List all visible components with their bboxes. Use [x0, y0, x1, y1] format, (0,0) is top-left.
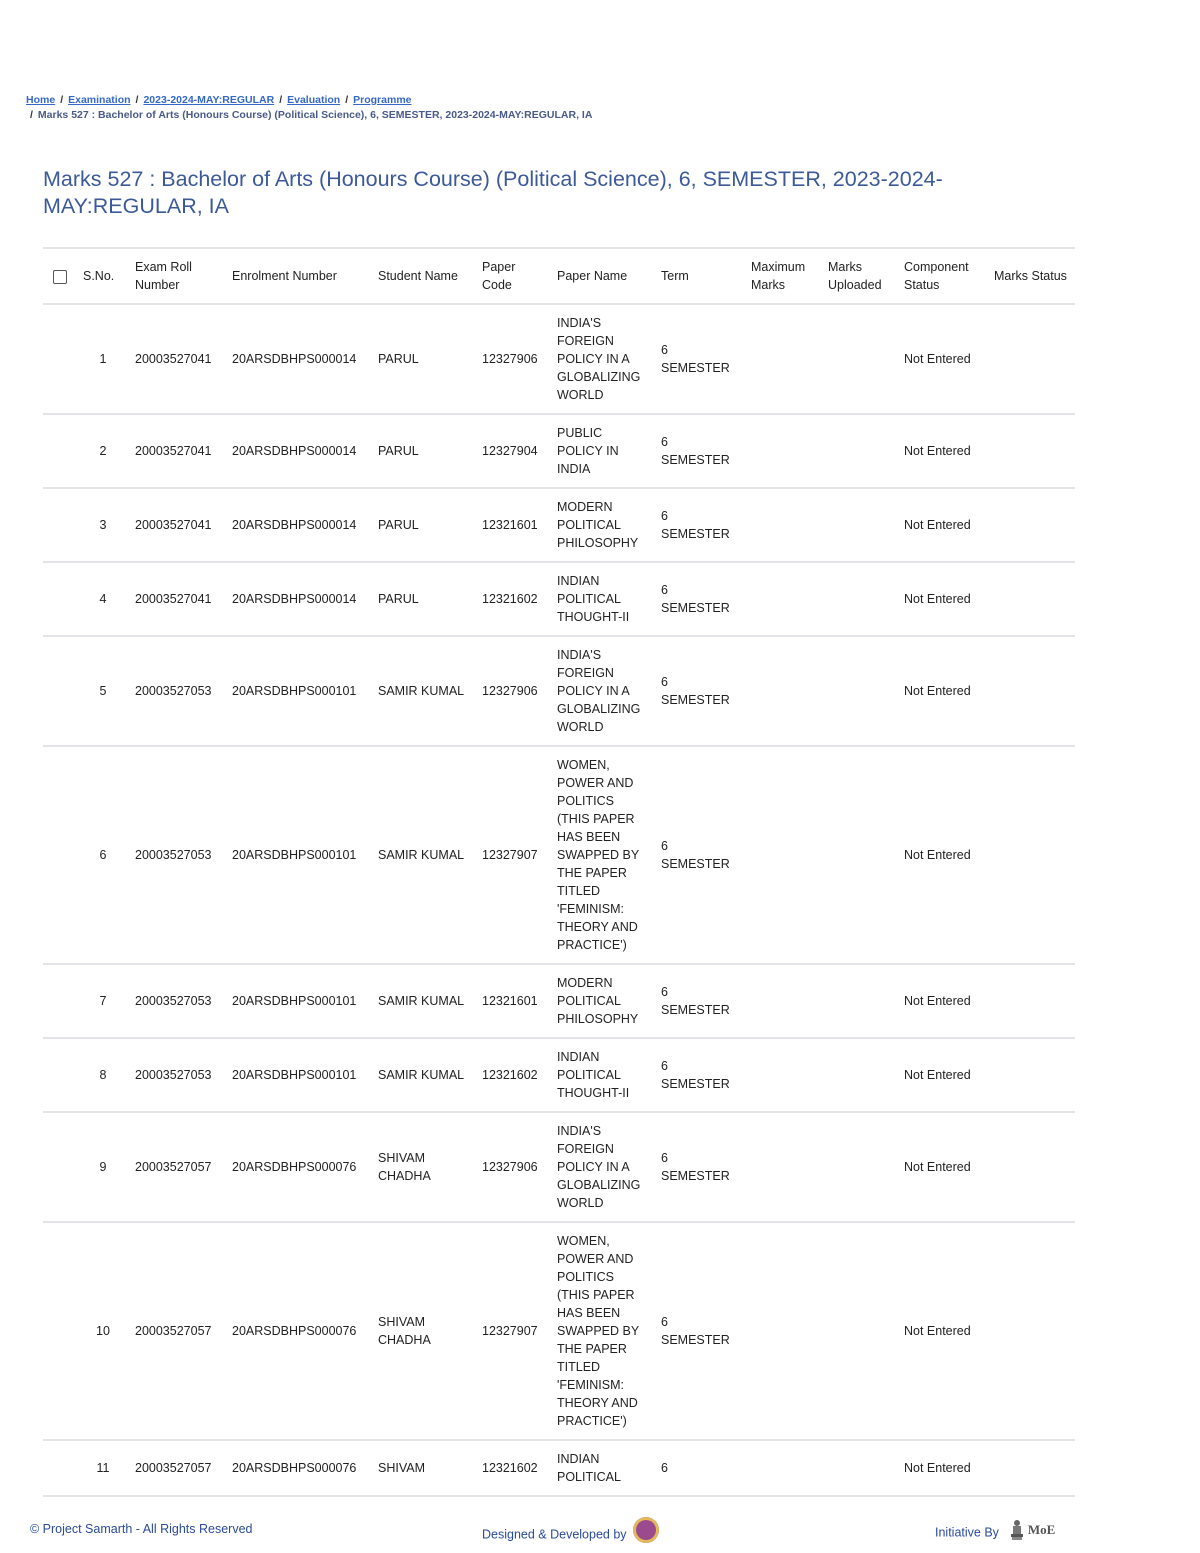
row-paper-code: 12327906	[476, 1112, 551, 1222]
row-exam-roll: 20003527041	[129, 562, 226, 636]
row-enrolment: 20ARSDBHPS000014	[226, 562, 372, 636]
row-maximum-marks	[745, 304, 822, 414]
row-exam-roll: 20003527053	[129, 636, 226, 746]
row-maximum-marks	[745, 1222, 822, 1440]
breadcrumb-examination[interactable]: Examination	[68, 94, 131, 106]
row-sno: 3	[77, 488, 129, 562]
row-paper-name: WOMEN, POWER AND POLITICS (THIS PAPER HAS BEEN SWAPPED BY THE PAPER TITLED 'FEMINISM: THEORY AND PRACTICE')	[551, 1222, 655, 1440]
col-maximum-marks: Maximum Marks	[745, 248, 822, 304]
row-enrolment: 20ARSDBHPS000076	[226, 1222, 372, 1440]
footer-designed: Designed & Developed by	[482, 1522, 659, 1548]
row-marks-status	[988, 1222, 1075, 1440]
col-component-status: Component Status	[898, 248, 988, 304]
row-component-status: Not Entered	[898, 1038, 988, 1112]
col-sno: S.No.	[77, 248, 129, 304]
row-sno: 11	[77, 1440, 129, 1496]
row-select-cell	[43, 1440, 77, 1496]
row-maximum-marks	[745, 562, 822, 636]
row-paper-name: PUBLIC POLICY IN INDIA	[551, 414, 655, 488]
row-student-name: SAMIR KUMAL	[372, 1038, 476, 1112]
row-marks-uploaded	[822, 562, 898, 636]
row-component-status: Not Entered	[898, 414, 988, 488]
table-row	[43, 636, 1075, 746]
table-row	[43, 1222, 1075, 1440]
row-exam-roll: 20003527057	[129, 1222, 226, 1440]
row-term: 6 SEMESTER	[655, 1222, 745, 1440]
row-sno: 6	[77, 746, 129, 964]
row-select-cell	[43, 1222, 77, 1440]
row-student-name: PARUL	[372, 414, 476, 488]
row-paper-code: 12327906	[476, 636, 551, 746]
row-marks-status	[988, 746, 1075, 964]
row-enrolment: 20ARSDBHPS000101	[226, 746, 372, 964]
row-marks-status	[988, 964, 1075, 1038]
row-exam-roll: 20003527053	[129, 746, 226, 964]
row-select-cell	[43, 1112, 77, 1222]
row-paper-name: MODERN POLITICAL PHILOSOPHY	[551, 964, 655, 1038]
row-maximum-marks	[745, 414, 822, 488]
row-term: 6	[655, 1440, 745, 1496]
breadcrumb-current: Marks 527 : Bachelor of Arts (Honours Course) (Political Science), 6, SEMESTER, 2023-2024-MAY:REGULAR, IA	[37, 109, 593, 121]
row-paper-name: WOMEN, POWER AND POLITICS (THIS PAPER HAS BEEN SWAPPED BY THE PAPER TITLED 'FEMINISM: THEORY AND PRACTICE')	[551, 746, 655, 964]
row-select-cell	[43, 562, 77, 636]
row-marks-uploaded	[822, 488, 898, 562]
row-term: 6 SEMESTER	[655, 964, 745, 1038]
breadcrumb-evaluation[interactable]: Evaluation	[287, 94, 341, 106]
row-term: 6 SEMESTER	[655, 414, 745, 488]
row-marks-status	[988, 636, 1075, 746]
table-row	[43, 304, 1075, 414]
row-student-name: SAMIR KUMAL	[372, 746, 476, 964]
row-component-status: Not Entered	[898, 746, 988, 964]
row-enrolment: 20ARSDBHPS000014	[226, 414, 372, 488]
row-maximum-marks	[745, 488, 822, 562]
footer	[0, 1509, 1200, 1553]
row-maximum-marks	[745, 746, 822, 964]
national-emblem-icon	[1010, 1519, 1024, 1541]
row-paper-name: INDIA'S FOREIGN POLICY IN A GLOBALIZING WORLD	[551, 1112, 655, 1222]
row-marks-status	[988, 304, 1075, 414]
row-component-status: Not Entered	[898, 488, 988, 562]
row-enrolment: 20ARSDBHPS000101	[226, 636, 372, 746]
row-select-cell	[43, 488, 77, 562]
samarth-logo	[633, 1517, 659, 1543]
row-marks-status	[988, 562, 1075, 636]
table-row	[43, 488, 1075, 562]
row-exam-roll: 20003527053	[129, 964, 226, 1038]
breadcrumb: Home / Examination / 2023-2024-MAY:REGULAR / Evaluation / Programme / Marks 527 : Bachelor of Arts (Honours Course) (Political Science), 6, SEMESTER, 2023-2024-MAY:REGULAR, IA	[26, 94, 593, 121]
row-maximum-marks	[745, 1112, 822, 1222]
row-sno: 9	[77, 1112, 129, 1222]
breadcrumb-session[interactable]: 2023-2024-MAY:REGULAR	[143, 94, 275, 106]
row-marks-status	[988, 488, 1075, 562]
table-header-row	[43, 248, 1075, 304]
row-marks-uploaded	[822, 964, 898, 1038]
row-select-cell	[43, 414, 77, 488]
table-row	[43, 1038, 1075, 1112]
row-student-name: SHIVAM	[372, 1440, 476, 1496]
row-paper-code: 12321602	[476, 1440, 551, 1496]
table-body	[43, 304, 1075, 1496]
footer-initiative: Initiative By MoE	[935, 1522, 1055, 1544]
row-marks-uploaded	[822, 1222, 898, 1440]
moe-logo-text: MoE	[1027, 1522, 1056, 1537]
row-enrolment: 20ARSDBHPS000101	[226, 964, 372, 1038]
table-row	[43, 1440, 1075, 1496]
row-maximum-marks	[745, 636, 822, 746]
row-sno: 7	[77, 964, 129, 1038]
row-sno: 2	[77, 414, 129, 488]
col-marks-status: Marks Status	[988, 248, 1075, 304]
row-term: 6 SEMESTER	[655, 636, 745, 746]
row-select-cell	[43, 746, 77, 964]
row-maximum-marks	[745, 964, 822, 1038]
row-student-name: SHIVAM CHADHA	[372, 1112, 476, 1222]
col-paper-code: Paper Code	[476, 248, 551, 304]
select-all-checkbox[interactable]	[53, 270, 67, 284]
footer-copyright: © Project Samarth - All Rights Reserved	[30, 1522, 253, 1536]
row-sno: 5	[77, 636, 129, 746]
row-paper-name: INDIAN POLITICAL THOUGHT-II	[551, 562, 655, 636]
col-term: Term	[655, 248, 745, 304]
col-exam-roll: Exam Roll Number	[129, 248, 226, 304]
row-student-name: PARUL	[372, 304, 476, 414]
col-marks-uploaded: Marks Uploaded	[822, 248, 898, 304]
row-paper-code: 12321601	[476, 964, 551, 1038]
row-marks-uploaded	[822, 746, 898, 964]
row-marks-status	[988, 1112, 1075, 1222]
row-component-status: Not Entered	[898, 964, 988, 1038]
row-exam-roll: 20003527041	[129, 414, 226, 488]
row-term: 6 SEMESTER	[655, 488, 745, 562]
col-enrolment: Enrolment Number	[226, 248, 372, 304]
row-marks-status	[988, 1440, 1075, 1496]
row-marks-status	[988, 1038, 1075, 1112]
row-sno: 10	[77, 1222, 129, 1440]
select-all-cell	[43, 248, 77, 304]
marks-table-container	[43, 247, 1075, 1509]
row-select-cell	[43, 1038, 77, 1112]
row-student-name: SHIVAM CHADHA	[372, 1222, 476, 1440]
row-marks-uploaded	[822, 1038, 898, 1112]
page-title: Marks 527 : Bachelor of Arts (Honours Course) (Political Science), 6, SEMESTER, 2023-2024-MAY:REGULAR, IA	[43, 167, 943, 218]
row-paper-name: MODERN POLITICAL PHILOSOPHY	[551, 488, 655, 562]
marks-table	[43, 247, 1075, 1497]
col-paper-name: Paper Name	[551, 248, 655, 304]
row-component-status: Not Entered	[898, 562, 988, 636]
row-maximum-marks	[745, 1038, 822, 1112]
row-term: 6 SEMESTER	[655, 304, 745, 414]
table-row	[43, 562, 1075, 636]
row-paper-name: INDIA'S FOREIGN POLICY IN A GLOBALIZING WORLD	[551, 636, 655, 746]
row-student-name: SAMIR KUMAL	[372, 964, 476, 1038]
row-paper-code: 12327907	[476, 746, 551, 964]
row-paper-name: INDIA'S FOREIGN POLICY IN A GLOBALIZING WORLD	[551, 304, 655, 414]
row-student-name: PARUL	[372, 562, 476, 636]
row-term: 6 SEMESTER	[655, 746, 745, 964]
row-student-name: SAMIR KUMAL	[372, 636, 476, 746]
row-exam-roll: 20003527041	[129, 304, 226, 414]
row-enrolment: 20ARSDBHPS000014	[226, 488, 372, 562]
row-marks-status	[988, 414, 1075, 488]
row-exam-roll: 20003527057	[129, 1440, 226, 1496]
row-term: 6 SEMESTER	[655, 562, 745, 636]
row-marks-uploaded	[822, 1112, 898, 1222]
col-student-name: Student Name	[372, 248, 476, 304]
row-paper-code: 12321601	[476, 488, 551, 562]
row-term: 6 SEMESTER	[655, 1038, 745, 1112]
row-term: 6 SEMESTER	[655, 1112, 745, 1222]
row-sno: 1	[77, 304, 129, 414]
row-enrolment: 20ARSDBHPS000014	[226, 304, 372, 414]
row-select-cell	[43, 304, 77, 414]
row-select-cell	[43, 964, 77, 1038]
table-row	[43, 1112, 1075, 1222]
row-paper-name: INDIAN POLITICAL THOUGHT-II	[551, 1038, 655, 1112]
row-component-status: Not Entered	[898, 1222, 988, 1440]
row-component-status: Not Entered	[898, 636, 988, 746]
row-paper-code: 12321602	[476, 1038, 551, 1112]
row-enrolment: 20ARSDBHPS000076	[226, 1440, 372, 1496]
row-exam-roll: 20003527053	[129, 1038, 226, 1112]
row-marks-uploaded	[822, 304, 898, 414]
row-exam-roll: 20003527041	[129, 488, 226, 562]
table-row	[43, 414, 1075, 488]
row-sno: 8	[77, 1038, 129, 1112]
row-enrolment: 20ARSDBHPS000101	[226, 1038, 372, 1112]
row-paper-code: 12327907	[476, 1222, 551, 1440]
row-paper-name: INDIAN POLITICAL	[551, 1440, 655, 1496]
row-enrolment: 20ARSDBHPS000076	[226, 1112, 372, 1222]
row-marks-uploaded	[822, 636, 898, 746]
row-exam-roll: 20003527057	[129, 1112, 226, 1222]
breadcrumb-home[interactable]: Home	[26, 94, 56, 106]
table-row	[43, 746, 1075, 964]
row-paper-code: 12321602	[476, 562, 551, 636]
row-paper-code: 12327906	[476, 304, 551, 414]
table-row	[43, 964, 1075, 1038]
row-paper-code: 12327904	[476, 414, 551, 488]
row-component-status: Not Entered	[898, 304, 988, 414]
row-sno: 4	[77, 562, 129, 636]
row-marks-uploaded	[822, 1440, 898, 1496]
row-maximum-marks	[745, 1440, 822, 1496]
row-component-status: Not Entered	[898, 1112, 988, 1222]
row-student-name: PARUL	[372, 488, 476, 562]
breadcrumb-programme[interactable]: Programme	[353, 94, 412, 106]
row-component-status: Not Entered	[898, 1440, 988, 1496]
row-select-cell	[43, 636, 77, 746]
row-marks-uploaded	[822, 414, 898, 488]
